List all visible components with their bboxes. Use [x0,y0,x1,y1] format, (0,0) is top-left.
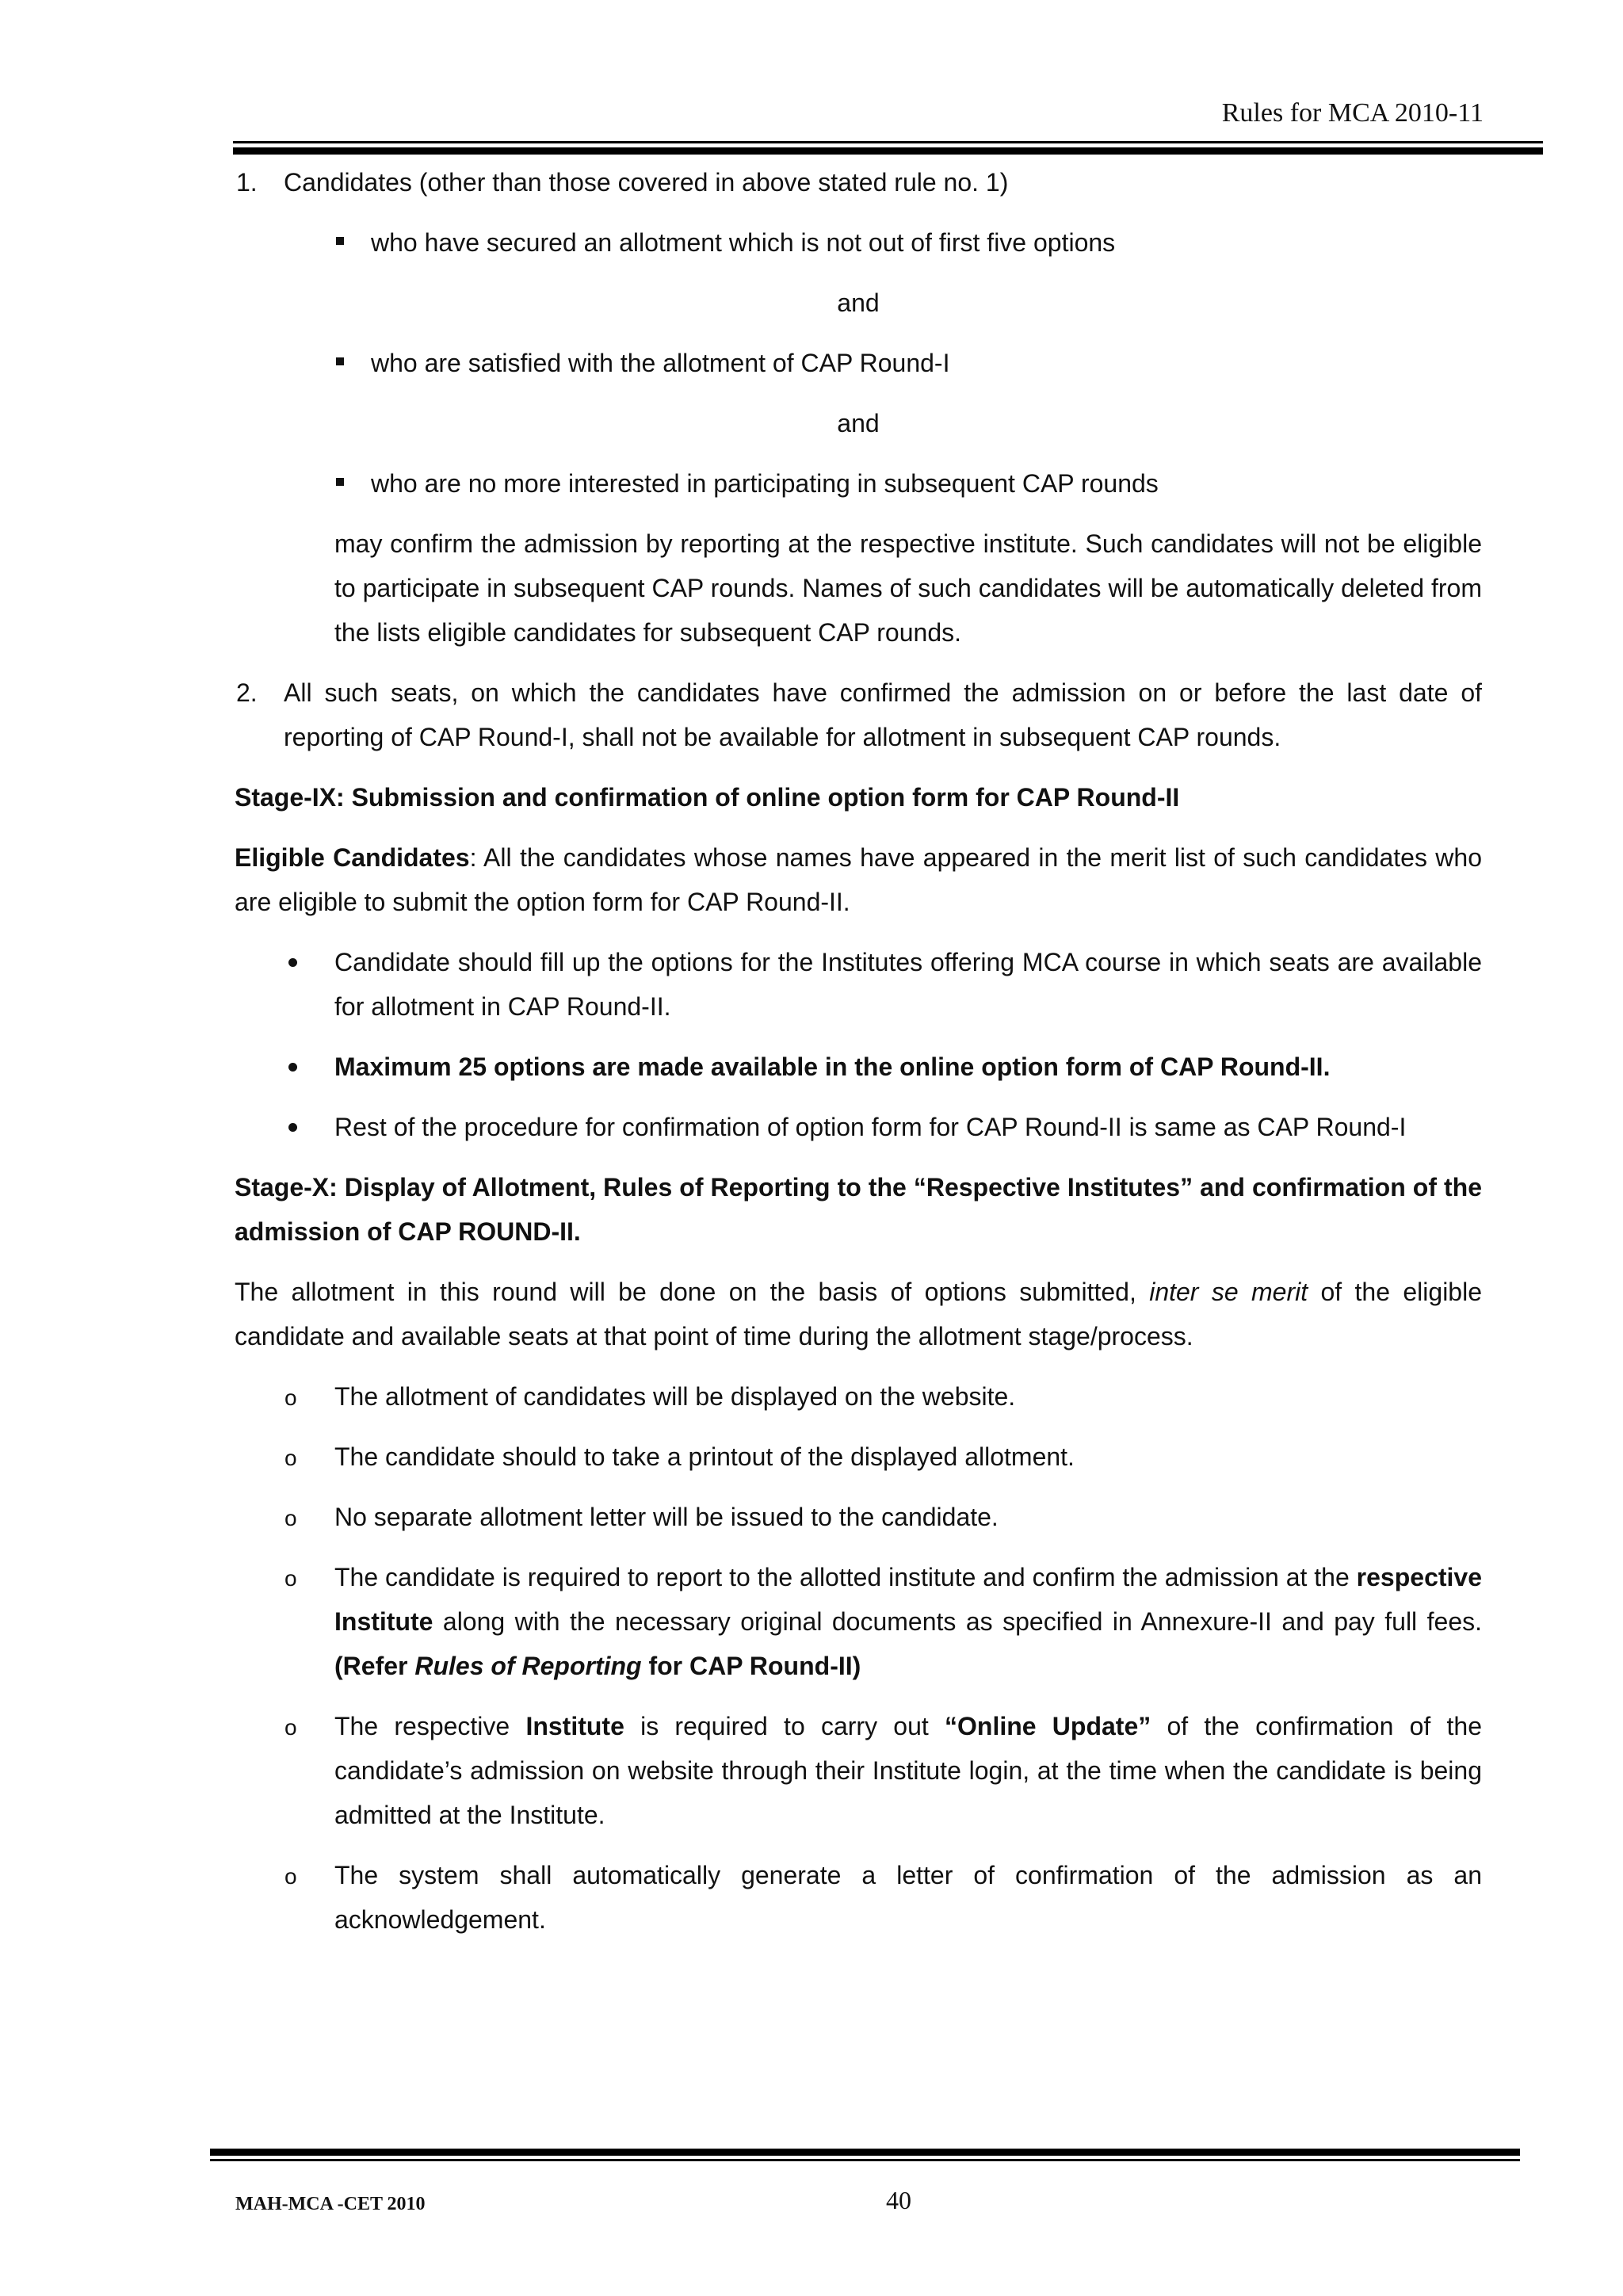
circle-list-item [235,1555,1482,1688]
list-bold-text: “Online Update” [945,1712,1151,1740]
bullet-text: Candidate should fill up the options for the Institutes offering MCA course in which seats are available for allotment in CAP Round-II. [334,948,1482,1021]
list-text: The allotment of candidates will be displayed on the website. [334,1382,1016,1411]
bullet-item [235,940,1482,1029]
eligible-label: Eligible Candidates [235,843,470,872]
list-bold-text: Institute [525,1712,624,1740]
condition-item [235,461,1482,506]
condition-text: who are satisfied with the allotment of CAP Round-I [371,349,950,377]
condition-text: who are no more interested in participating in subsequent CAP rounds [371,469,1159,498]
circle-bullet-icon: o [285,1385,297,1410]
footer-document-name: MAH-MCA -CET 2010 [235,2194,426,2214]
list-text: along with the necessary original documents as specified in Annexure-II and pay full fees. [433,1607,1482,1636]
bullet-item [235,1105,1482,1149]
list-text: No separate allotment letter will be issued to the candidate. [334,1503,999,1531]
bullet-text: Maximum 25 options are made available in the online option form of CAP Round-II. [334,1052,1331,1081]
list-text: The candidate is required to report to the allotted institute and confirm the admission at the [334,1563,1357,1591]
list-text: of the confirmation of the candidate’s admission on website through their Institute login, at the time when the candidate is being admitted at the Institute. [334,1712,1483,1829]
conclusion-paragraph: may confirm the admission by reporting at the respective institute. Such candidates will not be eligible to participate in subsequent CAP rounds. Names of such candidates will be automatically deleted from the lists eligible candidates for subsequent CAP rounds. [334,529,1482,647]
list-bold-text: respective Institute [334,1563,1482,1636]
footer-rule-thick [210,2149,1520,2156]
item-number: 2. [236,678,258,707]
header-rule-thin [233,141,1543,143]
stage-10-heading: Stage-X: Display of Allotment, Rules of Reporting to the “Respective Institutes” and confirmation of the admission of CAP ROUND-II. [235,1173,1482,1246]
circle-list-item [235,1435,1482,1479]
intro-text: of the eligible candidate and available seats at that point of time during the allotment stage/process. [235,1278,1483,1350]
circle-list-item [235,1704,1482,1837]
item-number: 1. [236,168,258,197]
list-text: The respective [334,1712,526,1740]
page-number: 40 [886,2186,911,2214]
square-bullet-icon [336,357,344,365]
circle-bullet-icon: o [285,1715,297,1740]
rule-item-2 [235,670,1482,759]
list-bold-italic-text: Rules of Reporting [414,1652,642,1680]
stage-9-heading: Stage-IX: Submission and confirmation of online option form for CAP Round-II [235,783,1180,812]
list-bold-text: (Refer [334,1652,415,1680]
circle-bullet-icon: o [285,1864,297,1889]
page-header-title: Rules for MCA 2010-11 [1221,98,1484,128]
list-text: The candidate should to take a printout of the displayed allotment. [334,1442,1075,1471]
rule-item-1 [235,160,1482,204]
bullet-icon [288,1063,297,1072]
square-bullet-icon [336,237,344,245]
item-text: Candidates (other than those covered in above stated rule no. 1) [284,168,1009,197]
condition-text: who have secured an allotment which is not out of first five options [371,228,1116,257]
eligible-candidates-paragraph [235,835,1482,924]
connector-and: and [837,409,880,437]
header-rule-thick [233,147,1543,155]
list-text: is required to carry out [624,1712,945,1740]
list-bold-text: for CAP Round-II) [641,1652,861,1680]
circle-bullet-icon: o [285,1506,297,1530]
intro-text: The allotment in this round will be done on the basis of options submitted, [235,1278,1150,1306]
condition-item [235,220,1482,265]
circle-list-item [235,1853,1482,1942]
connector-and: and [837,288,880,317]
bullet-item [235,1045,1482,1089]
circle-list-item [235,1495,1482,1539]
document-body [235,155,1482,1942]
list-text: The system shall automatically generate a letter of confirmation of the admission as an acknowledgement. [334,1861,1482,1934]
circle-bullet-icon: o [285,1446,297,1470]
bullet-text: Rest of the procedure for confirmation of option form for CAP Round-II is same as CAP Round-I [334,1113,1407,1141]
allotment-intro-paragraph [235,1270,1482,1358]
bullet-icon [288,1123,297,1132]
eligible-text: : All the candidates whose names have appeared in the merit list of such candidates who are eligible to submit the option form for CAP Round-II. [235,843,1483,916]
circle-bullet-icon: o [285,1566,297,1591]
footer-rule-thin [210,2159,1520,2161]
bullet-icon [288,958,297,967]
item-text: All such seats, on which the candidates have confirmed the admission on or before the last date of reporting of CAP Round-I, shall not be available for allotment in subsequent CAP rounds. [284,678,1482,751]
square-bullet-icon [336,478,344,486]
condition-item [235,341,1482,385]
intro-italic-text: inter se merit [1149,1278,1308,1306]
circle-list-item [235,1374,1482,1419]
